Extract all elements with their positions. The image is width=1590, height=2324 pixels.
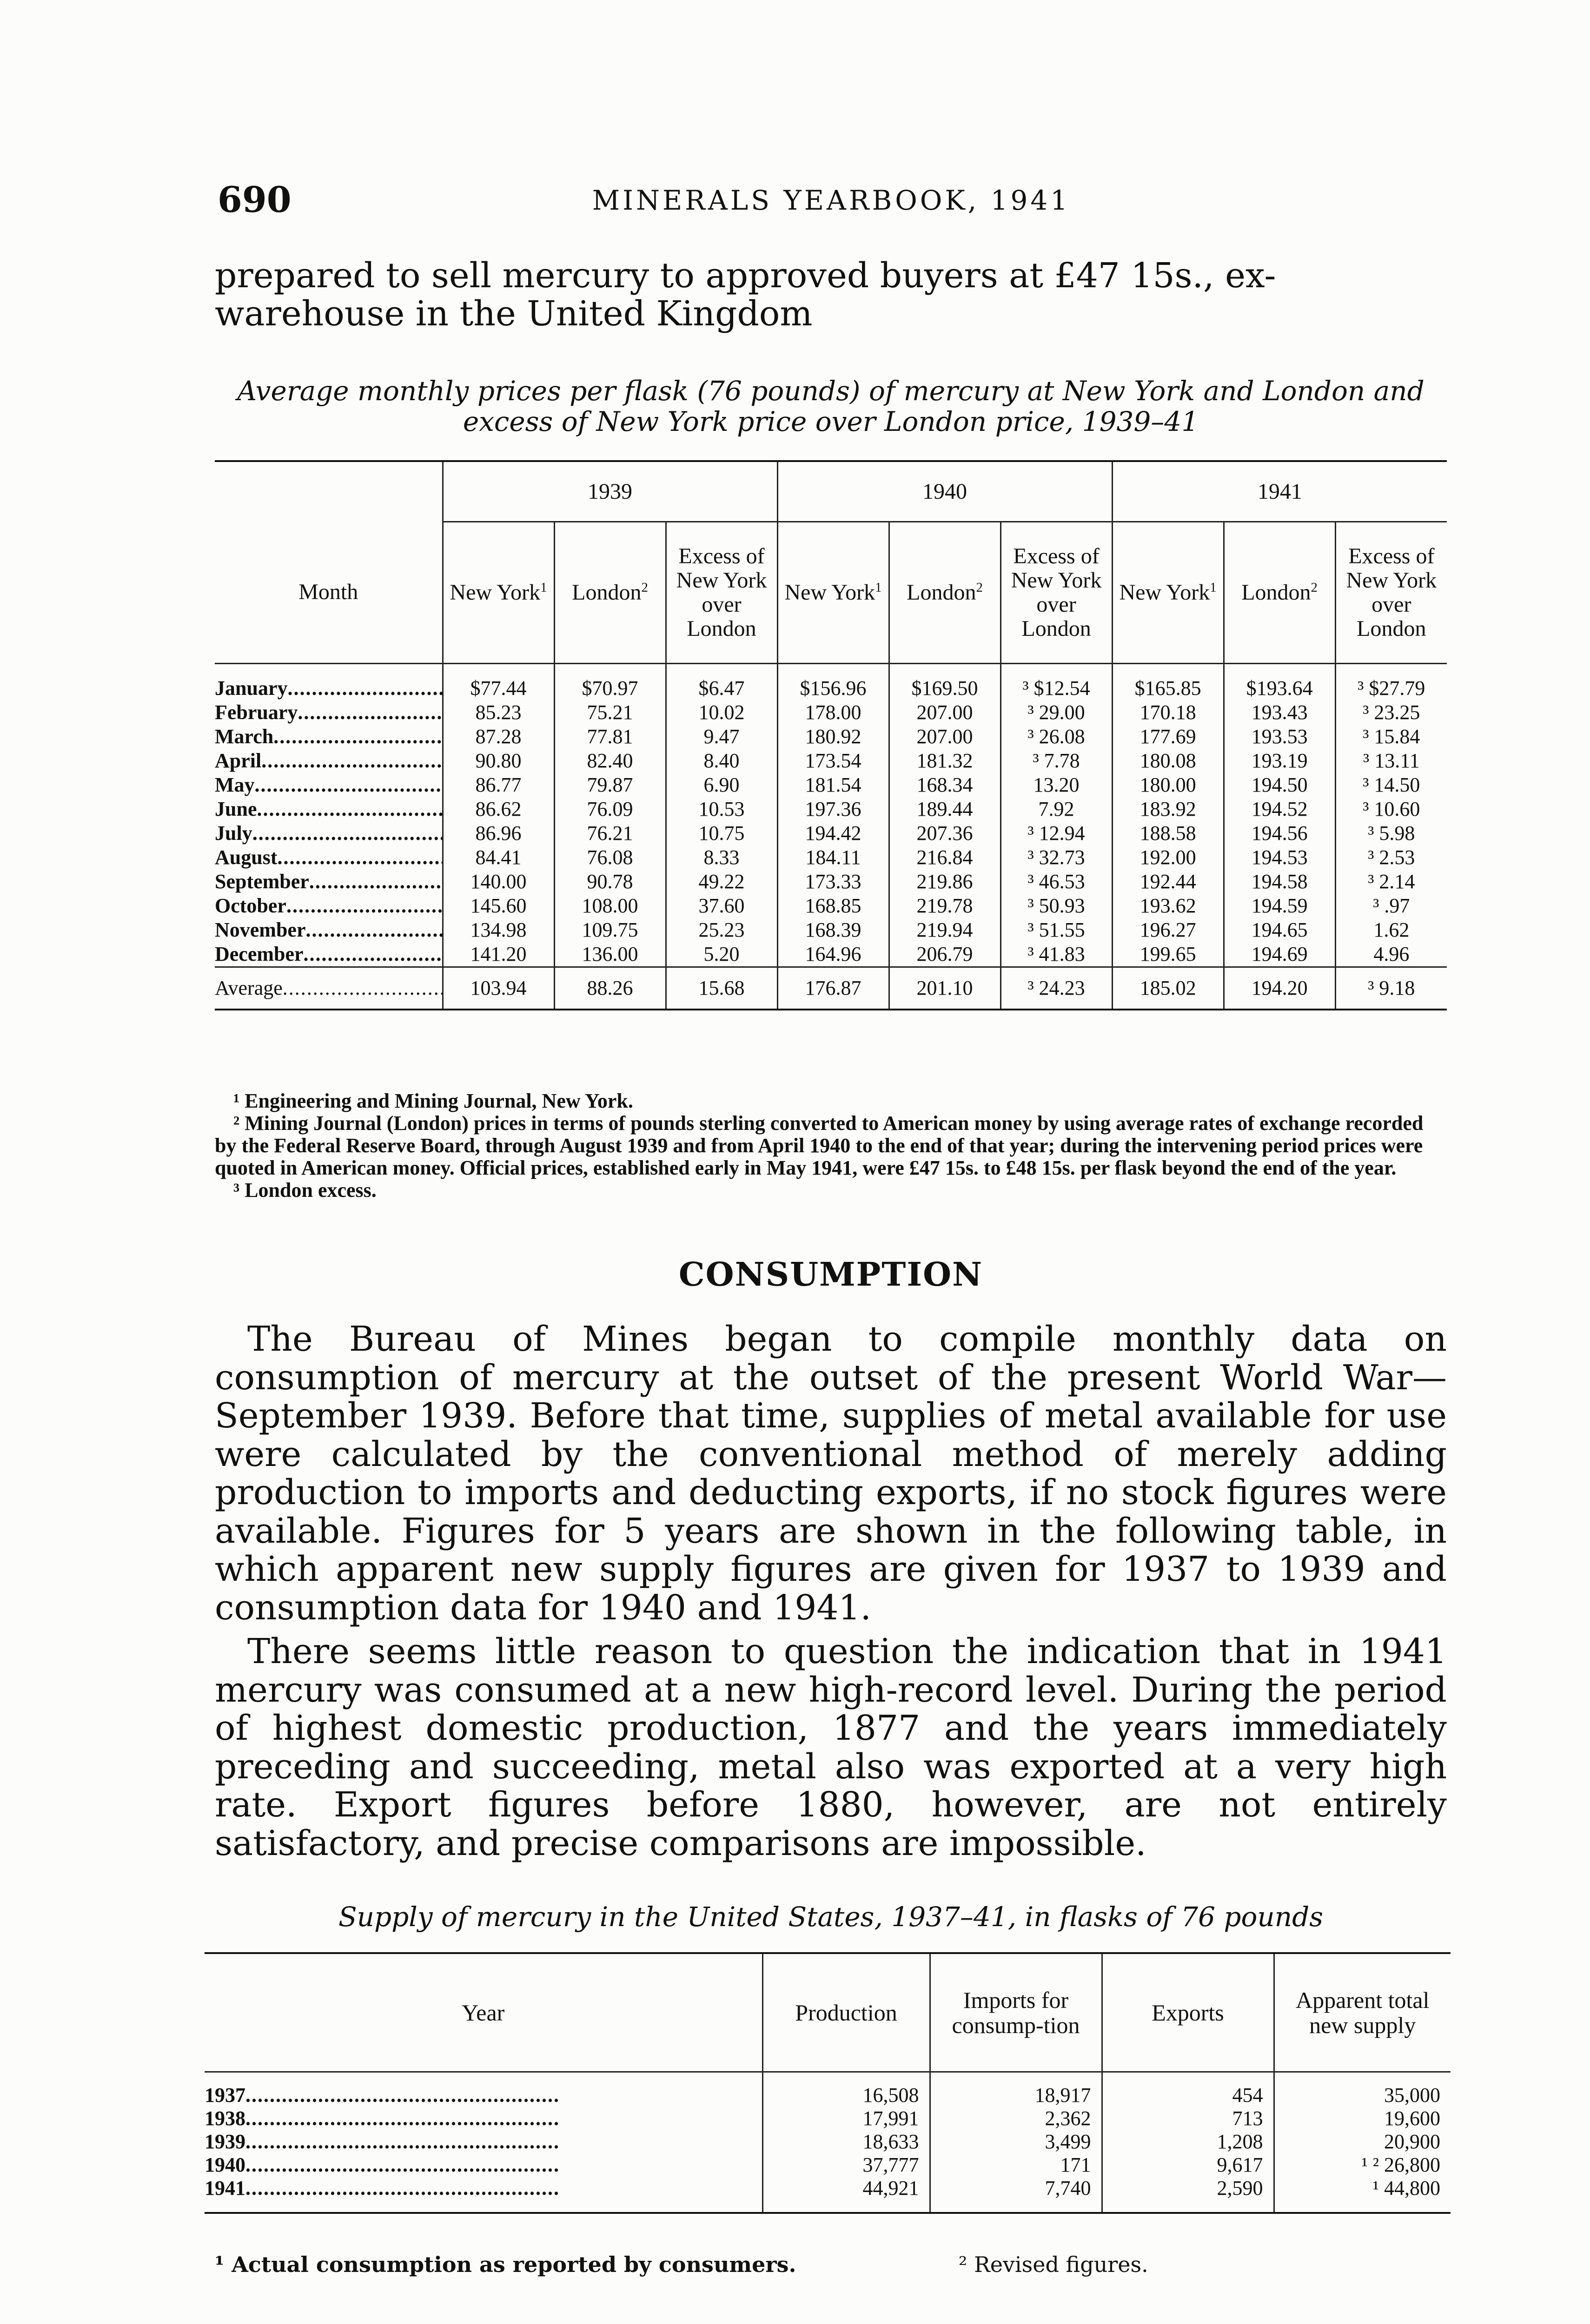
col-new-york: New York$^1$ bbox=[777, 522, 889, 664]
prices-table-body bbox=[215, 664, 1447, 967]
table-cell: ¹ 44,800 bbox=[1274, 2177, 1451, 2213]
table-cell: 44,921 bbox=[762, 2177, 930, 2213]
footnote: ² Revised figures. bbox=[959, 2252, 1148, 2277]
table-cell: 176.87 bbox=[777, 967, 889, 1010]
table-cell: 86.96 bbox=[443, 821, 554, 845]
table-cell: 194.56 bbox=[1224, 821, 1335, 845]
table-cell: 199.65 bbox=[1112, 942, 1224, 967]
table-cell: 77.81 bbox=[554, 725, 666, 749]
table-cell: 206.79 bbox=[889, 942, 1000, 967]
table-cell: 19,600 bbox=[1274, 2107, 1451, 2130]
table-cell: 194.42 bbox=[777, 821, 889, 845]
table-cell: 196.27 bbox=[1112, 918, 1224, 942]
table-cell: 82.40 bbox=[554, 749, 666, 773]
table-cell: 194.69 bbox=[1224, 942, 1335, 967]
table-cell: ³ 5.98 bbox=[1335, 821, 1447, 845]
section-heading: CONSUMPTION bbox=[678, 1255, 983, 1294]
month-label: January ..... bbox=[215, 664, 443, 701]
table-cell: 90.78 bbox=[554, 870, 666, 894]
month-label: March ..... bbox=[215, 725, 443, 749]
table-cell: 168.39 bbox=[777, 918, 889, 942]
table-cell: 75.21 bbox=[554, 700, 666, 725]
table-cell: 10.53 bbox=[666, 797, 777, 821]
table-cell: ³ 29.00 bbox=[1000, 700, 1112, 725]
table-cell: $169.50 bbox=[889, 664, 1000, 701]
table-cell: 178.00 bbox=[777, 700, 889, 725]
table-cell: 194.59 bbox=[1224, 894, 1335, 918]
table-cell: 173.54 bbox=[777, 749, 889, 773]
table-cell: 173.33 bbox=[777, 870, 889, 894]
year-label: 1939 ..... bbox=[205, 2130, 762, 2153]
month-label: May ..... bbox=[215, 773, 443, 797]
table-cell: ³ 46.53 bbox=[1000, 870, 1112, 894]
col-new-york: New York$^1$ bbox=[443, 522, 554, 664]
footnote: ¹ Engineering and Mining Journal, New York. bbox=[233, 1089, 633, 1112]
col-london: London$^2$ bbox=[554, 522, 666, 664]
table-cell: $193.64 bbox=[1224, 664, 1335, 701]
table-cell: ³ 2.53 bbox=[1335, 845, 1447, 870]
year-label: 1937 ..... bbox=[205, 2072, 762, 2107]
table-cell: 207.36 bbox=[889, 821, 1000, 845]
table-row bbox=[215, 700, 1447, 725]
table-cell: ³ 32.73 bbox=[1000, 845, 1112, 870]
table-cell: 76.09 bbox=[554, 797, 666, 821]
table-cell: ³ 7.78 bbox=[1000, 749, 1112, 773]
prices-table-title: Average monthly prices per flask (76 pounds) of mercury at New York and London and excess of New York price over London price, 1939–41 bbox=[237, 375, 1424, 437]
table-row bbox=[205, 2072, 1451, 2107]
table-cell: 194.20 bbox=[1224, 967, 1335, 1010]
month-label: April ..... bbox=[215, 749, 443, 773]
table-cell: 9,617 bbox=[1102, 2153, 1274, 2177]
footnote: ² Mining Journal (London) prices in terms of pounds sterling converted to American money by using average rates of exchange recorded by the Federal Reserve Board, through August 1939 and from April 1940 to the end of that year; during the intervening period prices were quoted in American money. Official prices, established early in May 1941, were £47 15s. to £48 15s. per flask beyond the end of the year. bbox=[215, 1112, 1424, 1179]
table-cell: 192.44 bbox=[1112, 870, 1224, 894]
col-exports: Exports bbox=[1102, 1953, 1274, 2072]
table-row bbox=[215, 725, 1447, 749]
col-production: Production bbox=[762, 1953, 930, 2072]
month-label: October ..... bbox=[215, 894, 443, 918]
table-cell: ³ $12.54 bbox=[1000, 664, 1112, 701]
table-row bbox=[205, 2107, 1451, 2130]
average-row bbox=[215, 967, 1447, 1010]
table-cell: 2,362 bbox=[930, 2107, 1102, 2130]
table-cell: ³ 9.18 bbox=[1335, 967, 1447, 1010]
table-cell: ³ 41.83 bbox=[1000, 942, 1112, 967]
table-cell: $165.85 bbox=[1112, 664, 1224, 701]
intro-text: prepared to sell mercury to approved buyers at £47 15s., ex-warehouse in the United Kingdom bbox=[215, 256, 1276, 334]
prices-table bbox=[215, 460, 1447, 1010]
table-cell: 180.00 bbox=[1112, 773, 1224, 797]
table-cell: 193.43 bbox=[1224, 700, 1335, 725]
col-london: London$^2$ bbox=[1224, 522, 1335, 664]
table-cell: 713 bbox=[1102, 2107, 1274, 2130]
supply-table-title: Supply of mercury in the United States, 1937–41, in flasks of 76 pounds bbox=[338, 1901, 1324, 1933]
table-cell: ³ $27.79 bbox=[1335, 664, 1447, 701]
month-label: September ..... bbox=[215, 870, 443, 894]
table-cell: 13.20 bbox=[1000, 773, 1112, 797]
table-cell: 180.92 bbox=[777, 725, 889, 749]
running-title: MINERALS YEARBOOK, 1941 bbox=[592, 185, 1071, 216]
table-row bbox=[215, 942, 1447, 967]
table-row bbox=[205, 2130, 1451, 2153]
table-cell: 76.08 bbox=[554, 845, 666, 870]
consumption-text bbox=[215, 1320, 1447, 1868]
table-cell: 16,508 bbox=[762, 2072, 930, 2107]
table-row bbox=[215, 749, 1447, 773]
table-cell: 3,499 bbox=[930, 2130, 1102, 2153]
table-cell: 183.92 bbox=[1112, 797, 1224, 821]
paragraph: The Bureau of Mines began to compile monthly data on consumption of mercury at the outset of the present World War—September 1939. Before that time, supplies of metal available for use were calculated by the conventional method of merely adding production to imports and deducting exports, if no stock figures were available. Figures for 5 years are shown in the following table, in which apparent new supply figures are given for 1937 to 1939 and consumption data for 1940 and 1941. bbox=[215, 1319, 1447, 1628]
table-cell: ³ 50.93 bbox=[1000, 894, 1112, 918]
table-cell: 84.41 bbox=[443, 845, 554, 870]
year-header: 1941 bbox=[1112, 461, 1447, 522]
table-cell: ³ 12.94 bbox=[1000, 821, 1112, 845]
table-cell: 76.21 bbox=[554, 821, 666, 845]
month-label: November ..... bbox=[215, 918, 443, 942]
table-cell: ³ 10.60 bbox=[1335, 797, 1447, 821]
table-cell: 194.58 bbox=[1224, 870, 1335, 894]
table-cell: 194.50 bbox=[1224, 773, 1335, 797]
table-cell: 90.80 bbox=[443, 749, 554, 773]
table-cell: 197.36 bbox=[777, 797, 889, 821]
table-row bbox=[215, 894, 1447, 918]
col-year: Year bbox=[205, 1953, 762, 2072]
prices-footnotes bbox=[215, 1090, 1447, 1202]
table-row bbox=[215, 821, 1447, 845]
table-cell: 18,633 bbox=[762, 2130, 930, 2153]
table-cell: 193.62 bbox=[1112, 894, 1224, 918]
table-cell: 108.00 bbox=[554, 894, 666, 918]
table-cell: 8.40 bbox=[666, 749, 777, 773]
table-cell: 134.98 bbox=[443, 918, 554, 942]
paragraph: There seems little reason to question the indication that in 1941 mercury was consumed at a new high-record level. During the period of highest domestic production, 1877 and the years immediately preceding and succeeding, metal also was exported at a very high rate. Export figures before 1880, however, are not entirely satisfactory, and precise comparisons are impossible. bbox=[215, 1631, 1447, 1863]
table-cell: 168.34 bbox=[889, 773, 1000, 797]
table-cell: 17,991 bbox=[762, 2107, 930, 2130]
month-label: July ..... bbox=[215, 821, 443, 845]
table-cell: 219.94 bbox=[889, 918, 1000, 942]
table-cell: 10.02 bbox=[666, 700, 777, 725]
col-new-york: New York$^1$ bbox=[1112, 522, 1224, 664]
table-cell: 192.00 bbox=[1112, 845, 1224, 870]
table-cell: 136.00 bbox=[554, 942, 666, 967]
table-cell: 193.53 bbox=[1224, 725, 1335, 749]
table-cell: 10.75 bbox=[666, 821, 777, 845]
table-cell: ³ 15.84 bbox=[1335, 725, 1447, 749]
table-cell: ¹ ² 26,800 bbox=[1274, 2153, 1451, 2177]
table-cell: 193.19 bbox=[1224, 749, 1335, 773]
table-row bbox=[205, 2153, 1451, 2177]
table-cell: 181.54 bbox=[777, 773, 889, 797]
year-header: 1939 bbox=[443, 461, 777, 522]
table-cell: 207.00 bbox=[889, 725, 1000, 749]
table-cell: 177.69 bbox=[1112, 725, 1224, 749]
month-label: December ..... bbox=[215, 942, 443, 967]
table-cell: ³ 2.14 bbox=[1335, 870, 1447, 894]
table-row bbox=[215, 918, 1447, 942]
table-cell: 109.75 bbox=[554, 918, 666, 942]
col-excess: Excess of New York over London bbox=[1000, 522, 1112, 664]
table-cell: ³ 51.55 bbox=[1000, 918, 1112, 942]
table-cell: 170.18 bbox=[1112, 700, 1224, 725]
table-row bbox=[215, 845, 1447, 870]
table-cell: 35,000 bbox=[1274, 2072, 1451, 2107]
table-cell: ³ .97 bbox=[1335, 894, 1447, 918]
table-cell: 103.94 bbox=[443, 967, 554, 1010]
table-cell: 188.58 bbox=[1112, 821, 1224, 845]
table-cell: 145.60 bbox=[443, 894, 554, 918]
table-cell: 25.23 bbox=[666, 918, 777, 942]
month-header: Month bbox=[215, 522, 443, 664]
table-cell: 194.53 bbox=[1224, 845, 1335, 870]
corner-cell bbox=[215, 461, 443, 522]
table-row bbox=[215, 870, 1447, 894]
table-cell: 37,777 bbox=[762, 2153, 930, 2177]
supply-table-body bbox=[205, 2072, 1451, 2213]
table-cell: 4.96 bbox=[1335, 942, 1447, 967]
footnote: ³ London excess. bbox=[233, 1179, 377, 1202]
table-cell: 164.96 bbox=[777, 942, 889, 967]
table-cell: ³ 13.11 bbox=[1335, 749, 1447, 773]
table-cell: 2,590 bbox=[1102, 2177, 1274, 2213]
table-cell: 181.32 bbox=[889, 749, 1000, 773]
table-cell: ³ 14.50 bbox=[1335, 773, 1447, 797]
table-cell: 140.00 bbox=[443, 870, 554, 894]
table-cell: 6.90 bbox=[666, 773, 777, 797]
table-cell: 87.28 bbox=[443, 725, 554, 749]
table-cell: 189.44 bbox=[889, 797, 1000, 821]
table-cell: ³ 24.23 bbox=[1000, 967, 1112, 1010]
table-cell: 5.20 bbox=[666, 942, 777, 967]
table-row bbox=[215, 797, 1447, 821]
year-header: 1940 bbox=[777, 461, 1112, 522]
table-row bbox=[215, 664, 1447, 701]
table-cell: 18,917 bbox=[930, 2072, 1102, 2107]
table-cell: 49.22 bbox=[666, 870, 777, 894]
table-cell: 171 bbox=[930, 2153, 1102, 2177]
table-cell: 184.11 bbox=[777, 845, 889, 870]
month-label: June ..... bbox=[215, 797, 443, 821]
table-cell: 79.87 bbox=[554, 773, 666, 797]
table-cell: 219.86 bbox=[889, 870, 1000, 894]
table-cell: 37.60 bbox=[666, 894, 777, 918]
col-excess: Excess of New York over London bbox=[1335, 522, 1447, 664]
table-cell: 8.33 bbox=[666, 845, 777, 870]
table-cell: 20,900 bbox=[1274, 2130, 1451, 2153]
table-cell: ³ 26.08 bbox=[1000, 725, 1112, 749]
average-label: Average..... ..... bbox=[215, 967, 443, 1010]
table-cell: 207.00 bbox=[889, 700, 1000, 725]
table-cell: 85.23 bbox=[443, 700, 554, 725]
table-cell: 9.47 bbox=[666, 725, 777, 749]
table-cell: 7,740 bbox=[930, 2177, 1102, 2213]
table-cell: 168.85 bbox=[777, 894, 889, 918]
table-cell: $6.47 bbox=[666, 664, 777, 701]
table-cell: 194.52 bbox=[1224, 797, 1335, 821]
year-label: 1940 ..... bbox=[205, 2153, 762, 2177]
page-header bbox=[218, 179, 1445, 221]
table-cell: 454 bbox=[1102, 2072, 1274, 2107]
col-excess: Excess of New York over London bbox=[666, 522, 777, 664]
column-header-row bbox=[215, 522, 1447, 664]
table-cell: 141.20 bbox=[443, 942, 554, 967]
col-imports: Imports for consump-tion bbox=[930, 1953, 1102, 2072]
col-london: London$^2$ bbox=[889, 522, 1000, 664]
table-cell: 194.65 bbox=[1224, 918, 1335, 942]
table-row bbox=[215, 773, 1447, 797]
table-cell: ³ 23.25 bbox=[1335, 700, 1447, 725]
table-cell: 1,208 bbox=[1102, 2130, 1274, 2153]
table-row bbox=[205, 2177, 1451, 2213]
page-number: 690 bbox=[218, 179, 292, 220]
col-apparent-supply: Apparent total new supply bbox=[1274, 1953, 1451, 2072]
table-cell: 88.26 bbox=[554, 967, 666, 1010]
table-cell: 86.62 bbox=[443, 797, 554, 821]
month-label: August ..... bbox=[215, 845, 443, 870]
table-cell: 1.62 bbox=[1335, 918, 1447, 942]
table-cell: 219.78 bbox=[889, 894, 1000, 918]
table-cell: 201.10 bbox=[889, 967, 1000, 1010]
year-label: 1941 ..... bbox=[205, 2177, 762, 2213]
table-cell: $70.97 bbox=[554, 664, 666, 701]
table-cell: $156.96 bbox=[777, 664, 889, 701]
table-cell: 180.08 bbox=[1112, 749, 1224, 773]
table-cell: 15.68 bbox=[666, 967, 777, 1010]
supply-table bbox=[205, 1952, 1451, 2214]
supply-header-row bbox=[205, 1953, 1451, 2072]
table-cell: 7.92 bbox=[1000, 797, 1112, 821]
table-cell: 86.77 bbox=[443, 773, 554, 797]
footnote: ¹ Actual consumption as reported by consumers. bbox=[215, 2252, 796, 2277]
year-header-row bbox=[215, 461, 1447, 522]
table-cell: 216.84 bbox=[889, 845, 1000, 870]
table-cell: 185.02 bbox=[1112, 967, 1224, 1010]
month-label: February ..... bbox=[215, 700, 443, 725]
year-label: 1938 ..... bbox=[205, 2107, 762, 2130]
table-cell: $77.44 bbox=[443, 664, 554, 701]
